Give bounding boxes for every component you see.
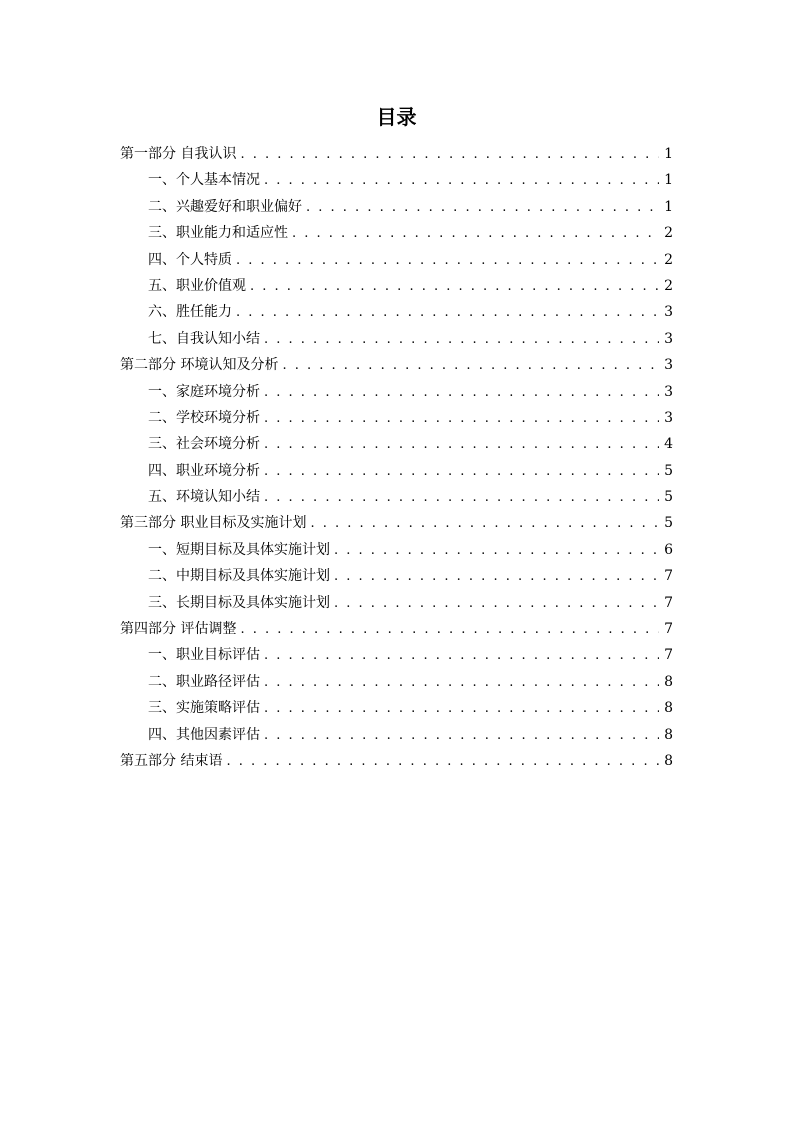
toc-entry-text: 三、长期目标及具体实施计划 (148, 594, 330, 611)
toc-entry-text: 第二部分 环境认知及分析 (120, 357, 279, 374)
toc-page-number: 1 (664, 198, 673, 215)
toc-entry-section[interactable] (120, 379, 673, 405)
toc-entry-text: 一、职业目标评估 (148, 647, 260, 664)
toc-page-number: 8 (664, 673, 673, 690)
toc-entry-section[interactable] (120, 247, 673, 273)
toc-entry-text: 四、个人特质 (148, 251, 232, 268)
toc-dot-leader (334, 538, 659, 564)
toc-entry-text: 一、家庭环境分析 (148, 383, 260, 400)
toc-entry-section[interactable] (120, 722, 673, 748)
toc-page-number: 2 (664, 277, 673, 294)
toc-entry-section[interactable] (120, 590, 673, 616)
toc-page-number: 5 (664, 489, 673, 506)
toc-entry-text: 二、职业路径评估 (148, 673, 260, 690)
toc-entry-section[interactable] (120, 405, 673, 431)
toc-entry-section[interactable] (120, 695, 673, 721)
toc-page-number: 3 (664, 357, 673, 374)
toc-entry-text: 五、职业价值观 (148, 277, 246, 294)
toc-entry-section[interactable] (120, 563, 673, 589)
toc-page-number: 5 (664, 515, 673, 532)
toc-page-number: 2 (664, 251, 673, 268)
toc-entry-part-2[interactable] (120, 352, 673, 378)
toc-entry-text: 第五部分 结束语 (120, 752, 223, 769)
toc-dot-leader (264, 406, 659, 432)
toc-entry-part-1[interactable] (120, 141, 673, 167)
toc-page-number: 4 (664, 436, 673, 453)
toc-page-number: 1 (664, 172, 673, 189)
toc-entry-text: 六、胜任能力 (148, 304, 232, 321)
toc-page-number: 2 (664, 225, 673, 242)
toc-dot-leader (264, 643, 659, 669)
toc-page-number: 1 (664, 146, 673, 162)
toc-page-number: 3 (664, 409, 673, 426)
toc-entry-section[interactable] (120, 669, 673, 695)
toc-entry-text: 二、兴趣爱好和职业偏好 (148, 198, 302, 215)
toc-dot-leader (264, 327, 659, 353)
toc-entry-text: 四、职业环境分析 (148, 462, 260, 479)
toc-dot-leader (334, 591, 659, 617)
toc-dot-leader (264, 432, 659, 458)
toc-entry-text: 七、自我认知小结 (148, 330, 260, 347)
toc-entry-part-3[interactable] (120, 510, 673, 536)
toc-dot-leader (236, 300, 659, 326)
toc-entry-text: 第三部分 职业目标及实施计划 (120, 515, 307, 532)
toc-entry-section[interactable] (120, 537, 673, 563)
toc-entry-text: 五、环境认知小结 (148, 489, 260, 506)
toc-page-number: 6 (664, 541, 673, 558)
toc-entry-section[interactable] (120, 299, 673, 325)
toc-entry-text: 二、学校环境分析 (148, 409, 260, 426)
toc-page-number: 7 (664, 568, 673, 585)
toc-dot-leader (264, 459, 659, 485)
toc-entry-section[interactable] (120, 273, 673, 299)
toc-entry-section[interactable] (120, 431, 673, 457)
toc-entry-text: 一、个人基本情况 (148, 172, 260, 189)
toc-page-number: 3 (664, 383, 673, 400)
toc-entry-text: 一、短期目标及具体实施计划 (148, 541, 330, 558)
toc-entry-text: 三、实施策略评估 (148, 700, 260, 717)
toc-dot-leader (310, 511, 659, 537)
toc-dot-leader (236, 248, 659, 274)
toc-entry-text: 三、职业能力和适应性 (148, 225, 288, 242)
toc-entry-part-4[interactable] (120, 616, 673, 642)
toc-dot-leader (264, 168, 659, 194)
toc-title: 目录 (376, 105, 417, 129)
toc-dot-leader (264, 485, 659, 511)
toc-entry-part-5[interactable] (120, 748, 673, 774)
toc-entry-text: 三、社会环境分析 (148, 436, 260, 453)
toc-dot-leader (264, 696, 659, 722)
toc-entry-section[interactable] (120, 326, 673, 352)
toc-dot-leader (334, 564, 659, 590)
toc-dot-leader (240, 617, 659, 643)
toc-list (120, 141, 673, 774)
toc-page-number: 3 (664, 304, 673, 321)
toc-dot-leader (264, 380, 659, 406)
toc-dot-leader (282, 353, 659, 379)
toc-entry-section[interactable] (120, 642, 673, 668)
toc-entry-section[interactable] (120, 458, 673, 484)
toc-page-number: 8 (664, 700, 673, 717)
toc-dot-leader (264, 723, 659, 749)
toc-entry-text: 第四部分 评估调整 (120, 621, 237, 638)
toc-dot-leader (226, 749, 659, 775)
toc-page-number: 7 (664, 647, 673, 664)
toc-entry-text: 第一部分 自我认识 (120, 146, 237, 162)
toc-page-number: 8 (664, 726, 673, 743)
toc-entry-section[interactable] (120, 167, 673, 193)
toc-page-number: 8 (664, 752, 673, 769)
toc-page-number: 5 (664, 462, 673, 479)
toc-dot-leader (306, 195, 659, 221)
toc-page-number: 7 (664, 594, 673, 611)
toc-dot-leader (292, 221, 659, 247)
toc-entry-text: 二、中期目标及具体实施计划 (148, 568, 330, 585)
toc-entry-text: 四、其他因素评估 (148, 726, 260, 743)
toc-dot-leader (240, 142, 659, 168)
toc-entry-section[interactable] (120, 194, 673, 220)
toc-dot-leader (250, 274, 659, 300)
toc-entry-section[interactable] (120, 484, 673, 510)
toc-entry-section[interactable] (120, 220, 673, 246)
toc-page-number: 7 (664, 621, 673, 638)
toc-dot-leader (264, 670, 659, 696)
toc-page-number: 3 (664, 330, 673, 347)
